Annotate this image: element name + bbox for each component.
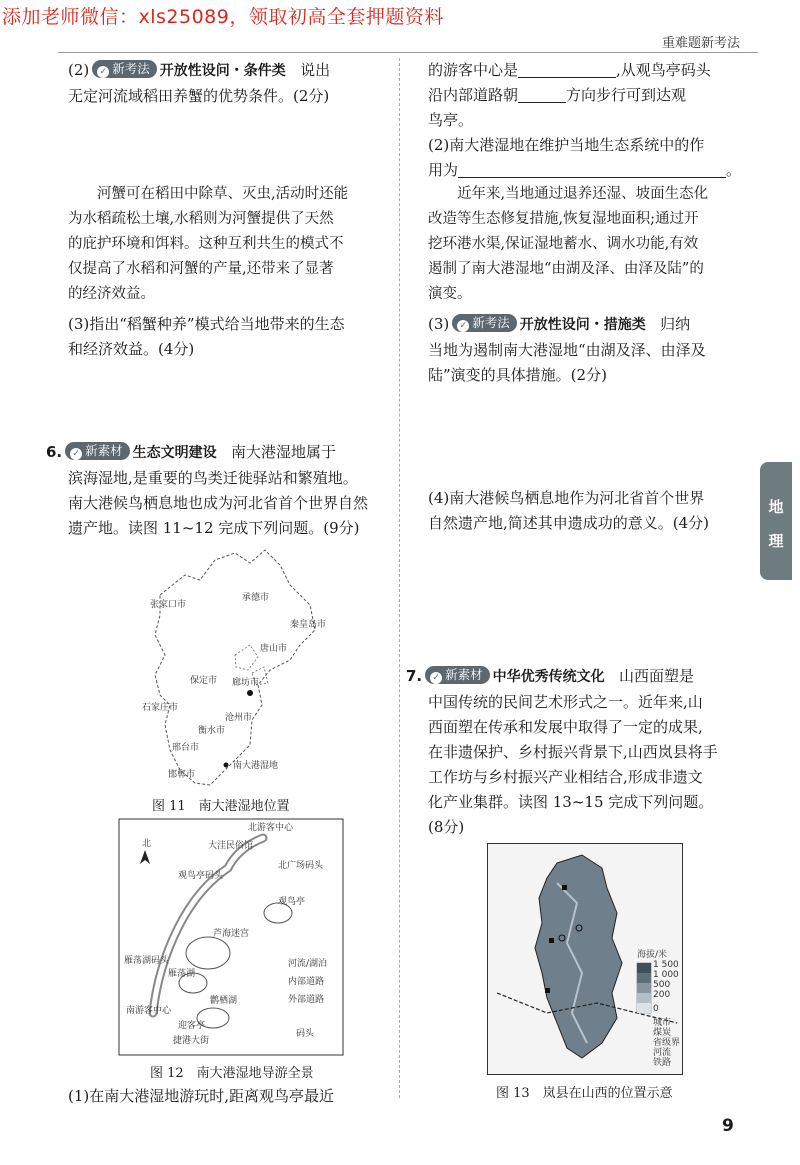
legend-swatch xyxy=(637,1003,651,1013)
question-text: (4)南大港候鸟栖息地作为河北省首个世界 xyxy=(428,489,705,507)
map-label: 鹳栖湖 xyxy=(210,996,238,1006)
material-line: 为水稻疏松土壤,水稻则为河蟹提供了天然 xyxy=(68,211,334,227)
figure-13-map xyxy=(487,843,683,1075)
material-line: 改造等生态修复措施,恢复湿地面积;通过开 xyxy=(428,211,699,227)
question-text: 中国传统的民间艺术形式之一。近年来,山 xyxy=(428,693,703,711)
question-text: (3)指出“稻蟹种养”模式给当地带来的生态 xyxy=(68,315,345,333)
answer-line xyxy=(428,83,748,108)
material-line: 挖环港水渠,保证湿地蓄水、调水功能,有效 xyxy=(428,236,699,252)
legend-item: 河流 xyxy=(653,1048,672,1058)
map-legend-label: 南大港湿地 xyxy=(233,761,279,771)
right-top-block xyxy=(428,58,748,183)
page-number: 9 xyxy=(722,1116,734,1136)
material-line: 遏制了南大港湿地“由湖及泽、由泽及陆”的 xyxy=(428,261,704,277)
new-method-tag xyxy=(452,314,517,332)
question-2-line-1 xyxy=(68,58,388,84)
question-text: 在非遗保护、乡村振兴背景下,山西岚县将手 xyxy=(428,743,718,761)
legend-swatch xyxy=(637,993,651,1003)
answer-line xyxy=(428,158,748,183)
material-line: 河蟹可在稻田中除草、灭虫,活动时还能 xyxy=(97,186,349,202)
map-label: 雁荡湖 xyxy=(168,969,196,979)
answer-line xyxy=(428,58,748,83)
question-6 xyxy=(46,440,391,541)
question-6-header xyxy=(46,440,391,466)
map-label: 承德市 xyxy=(242,593,270,603)
question-number: (2) xyxy=(68,61,90,79)
map-label: 秦皇岛市 xyxy=(290,620,327,630)
promo-banner: 添加老师微信：xls25089，领取初高全套押题资料 xyxy=(2,6,444,28)
question-3-right xyxy=(428,312,748,388)
question-number: 6. xyxy=(46,443,63,461)
badge-icon: ✓ xyxy=(457,320,469,332)
map-label: 北广场码头 xyxy=(278,861,324,871)
question-text: 沿内部道路朝 xyxy=(428,86,519,104)
new-material-tag xyxy=(425,666,490,684)
badge-icon: ✓ xyxy=(430,672,442,684)
question-text: 方向步行可到达观 xyxy=(566,86,687,104)
question-6-1 xyxy=(68,1084,388,1109)
question-text: 遗产地。读图 11~12 完成下列问题。(9分) xyxy=(68,519,360,537)
map-label: 芦海迷宫 xyxy=(213,929,250,939)
question-text: 化产业集群。读图 13~15 完成下列问题。 xyxy=(428,793,714,811)
map-label: 廊坊市 xyxy=(232,678,260,688)
legend-label: 码头 xyxy=(296,1029,315,1039)
legend-item: 省级界 xyxy=(653,1038,681,1048)
question-type: 开放性设问・条件类 xyxy=(159,63,286,79)
tag-label: 新考法 xyxy=(112,61,150,76)
question-type: 开放性设问・措施类 xyxy=(519,317,646,333)
question-text: 西面塑在传承和发展中取得了一定的成果, xyxy=(428,718,703,736)
question-text: 归纳 xyxy=(660,315,691,333)
question-text: 南大港候鸟栖息地也成为河北省首个世界自然 xyxy=(68,494,369,512)
subject-tab xyxy=(760,462,792,580)
question-topic: 中华优秀传统文化 xyxy=(492,669,605,685)
tag-label: 新素材 xyxy=(85,443,123,458)
header-rule xyxy=(58,52,758,53)
legend-value: 1 000 xyxy=(653,970,679,980)
badge-icon: ✓ xyxy=(97,66,109,78)
question-text: 和经济效益。(4分) xyxy=(68,340,195,358)
left-top-block xyxy=(68,58,388,109)
map-label: 观鸟亭码头 xyxy=(178,871,224,881)
map-label: 南游客中心 xyxy=(126,1006,172,1016)
map-label: 邢台市 xyxy=(172,743,200,753)
question-text: (8分) xyxy=(428,818,465,836)
material-line: 的庇护环境和饵料。这种互利共生的模式不 xyxy=(68,236,344,252)
answer-blank[interactable] xyxy=(518,62,616,78)
badge-icon: ✓ xyxy=(70,448,82,460)
legend-swatch xyxy=(637,973,651,983)
question-text: 用为 xyxy=(428,161,459,179)
question-4-right xyxy=(428,486,748,536)
question-text: 鸟亭。 xyxy=(428,111,474,129)
material-line: 的经济效益。 xyxy=(68,286,155,302)
legend-label: 河流/湖泊 xyxy=(288,959,328,969)
question-text: 陆”演变的具体措施。(2分) xyxy=(428,366,607,384)
question-3 xyxy=(68,312,388,362)
subject-tab-char: 理 xyxy=(768,532,784,550)
map-label: 保定市 xyxy=(190,676,218,686)
question-text: 无定河流域稻田养蟹的优势条件。(2分) xyxy=(68,87,330,105)
map-label: 唐山市 xyxy=(260,644,288,654)
column-divider xyxy=(399,58,400,1098)
legend-value: 1 500 xyxy=(653,960,679,970)
legend-value: 200 xyxy=(653,990,671,1000)
figure-11-caption: 图 11 南大港湿地位置 xyxy=(152,799,290,814)
legend-value: 0 xyxy=(653,1004,659,1014)
map-label: 张家口市 xyxy=(150,600,187,610)
map-label: 北游客中心 xyxy=(248,823,294,833)
material-line: 演变。 xyxy=(428,286,472,302)
answer-blank[interactable] xyxy=(518,87,566,103)
legend-value: 500 xyxy=(653,980,671,990)
north-arrow-label: 北 xyxy=(142,839,152,849)
question-3-header xyxy=(428,312,748,338)
map-label: 衡水市 xyxy=(198,726,226,736)
new-method-tag xyxy=(92,60,157,78)
wetland-marker xyxy=(247,690,253,696)
material-line: 近年来,当地通过退养还湿、坡面生态化 xyxy=(457,186,709,202)
figure-13-caption: 图 13 岚县在山西的位置示意 xyxy=(496,1086,673,1101)
question-text: 南大港湿地属于 xyxy=(230,443,336,461)
legend-item: 城市 xyxy=(653,1018,672,1028)
map-label: 沧州市 xyxy=(225,713,253,723)
tag-label: 新考法 xyxy=(472,315,510,330)
legend-item: 煤炭 xyxy=(653,1028,672,1038)
question-text: (2)南大港湿地在维护当地生态系统中的作 xyxy=(428,136,705,154)
legend-label: 内部道路 xyxy=(288,977,325,987)
question-text: 的游客中心是 xyxy=(428,61,519,79)
figure-11-map xyxy=(140,545,340,793)
legend-marker xyxy=(224,763,229,768)
tag-label: 新素材 xyxy=(445,667,483,682)
question-text: (1)在南大港湿地游玩时,距离观鸟亭最近 xyxy=(68,1087,335,1105)
question-number: (3) xyxy=(428,315,450,333)
question-text: 自然遗产地,简述其申遗成功的意义。(4分) xyxy=(428,514,710,532)
question-topic: 生态文明建设 xyxy=(132,445,217,461)
coal-marker xyxy=(545,988,550,993)
material-passage xyxy=(68,182,388,307)
coal-marker xyxy=(562,885,567,890)
material-passage xyxy=(428,182,748,307)
legend-swatch xyxy=(637,983,651,993)
question-text: 滨海湿地,是重要的鸟类迁徙驿站和繁殖地。 xyxy=(68,469,358,487)
legend-swatch xyxy=(637,963,651,973)
question-text: 山西面塑是 xyxy=(618,667,694,685)
material-line: 仅提高了水稻和河蟹的产量,还带来了显著 xyxy=(68,261,334,277)
subject-tab-char: 地 xyxy=(768,498,784,516)
running-header: 重难题新考法 xyxy=(661,36,740,51)
map-label: 观鸟亭 xyxy=(278,897,306,907)
question-text: 。 xyxy=(726,161,742,179)
question-text: ,从观鸟亭码头 xyxy=(616,61,711,79)
question-number: 7. xyxy=(406,667,423,685)
figure-12-map xyxy=(118,818,344,1058)
question-text: 工作坊与乡村振兴产业相结合,形成非遗文 xyxy=(428,768,703,786)
map-label: 迎客亭 xyxy=(178,1021,206,1031)
coal-marker xyxy=(549,938,554,943)
legend-label: 外部道路 xyxy=(288,995,325,1005)
question-text: 说出 xyxy=(300,61,331,79)
beijing-outline xyxy=(235,645,258,670)
figure-12-caption: 图 12 南大港湿地导游全景 xyxy=(150,1066,314,1081)
legend-item: 铁路 xyxy=(653,1058,672,1068)
question-7 xyxy=(406,664,751,840)
question-7-header xyxy=(406,664,751,690)
map-label: 石家庄市 xyxy=(142,703,179,713)
map-label: 大洼民俗馆 xyxy=(208,841,254,851)
answer-blank[interactable] xyxy=(458,162,726,178)
new-material-tag xyxy=(65,442,130,460)
map-label: 捷港大街 xyxy=(173,1036,210,1046)
question-text: 当地为遏制南大港湿地“由湖及泽、由泽及 xyxy=(428,341,706,359)
map-label: 雁荡湖码头 xyxy=(124,956,170,966)
legend-title: 海拔/米 xyxy=(637,950,668,960)
map-label: 邯郸市 xyxy=(168,770,196,780)
